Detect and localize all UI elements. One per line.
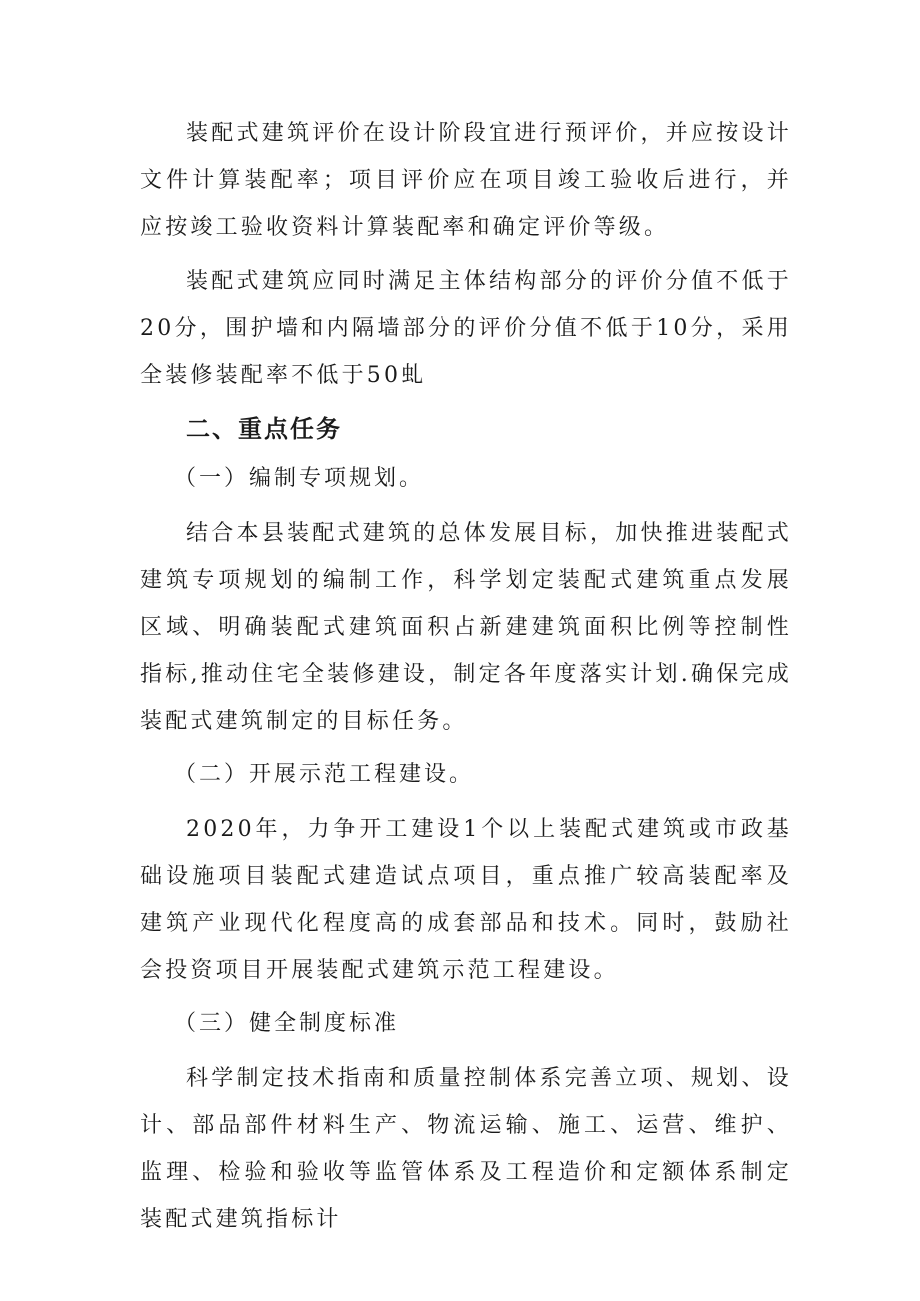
paragraph-special-plan: 结合本县装配式建筑的总体发展目标，加快推进装配式建筑专项规划的编制工作，科学划定装配式建筑重点发展区域、明确装配式建筑面积占新建建筑面积比例等控制性指标,推动住宅全装修建设，制定各年度落实计划.确保完成装配式建筑制定的目标任务。 <box>140 521 792 734</box>
paragraph-demonstration-projects: 2020年，力争开工建设1个以上装配式建筑或市政基础设施项目装配式建造试点项目，重点推广较高装配率及建筑产业现代化程度高的成套部品和技术。同时，鼓励社会投资项目开展装配式建筑示范工程建设。 <box>140 817 792 983</box>
paragraph-evaluation-stage: 装配式建筑评价在设计阶段宜进行预评价，并应按设计文件计算装配率；项目评价应在项目竣工验收后进行，并应按竣工验收资料计算装配率和确定评价等级。 <box>140 121 792 240</box>
subheading-special-plan: （一）编制专项规划。 <box>174 466 425 491</box>
subheading-demonstration-projects: （二）开展示范工程建设。 <box>174 762 475 787</box>
paragraph-score-requirements: 装配式建筑应同时满足主体结构部分的评价分值不低于20分，围护墙和内隔墙部分的评价分值不低于10分，采用全装修装配率不低于50虬 <box>140 269 792 388</box>
section-heading-key-tasks: 二、重点任务 <box>186 415 342 443</box>
paragraph-standards: 科学制定技术指南和质量控制体系完善立项、规划、设计、部品部件材料生产、物流运输、施工、运营、维护、监理、检验和验收等监管体系及工程造价和定额体系制定装配式建筑指标计 <box>140 1066 792 1232</box>
subheading-standards: （三）健全制度标准 <box>174 1011 400 1036</box>
